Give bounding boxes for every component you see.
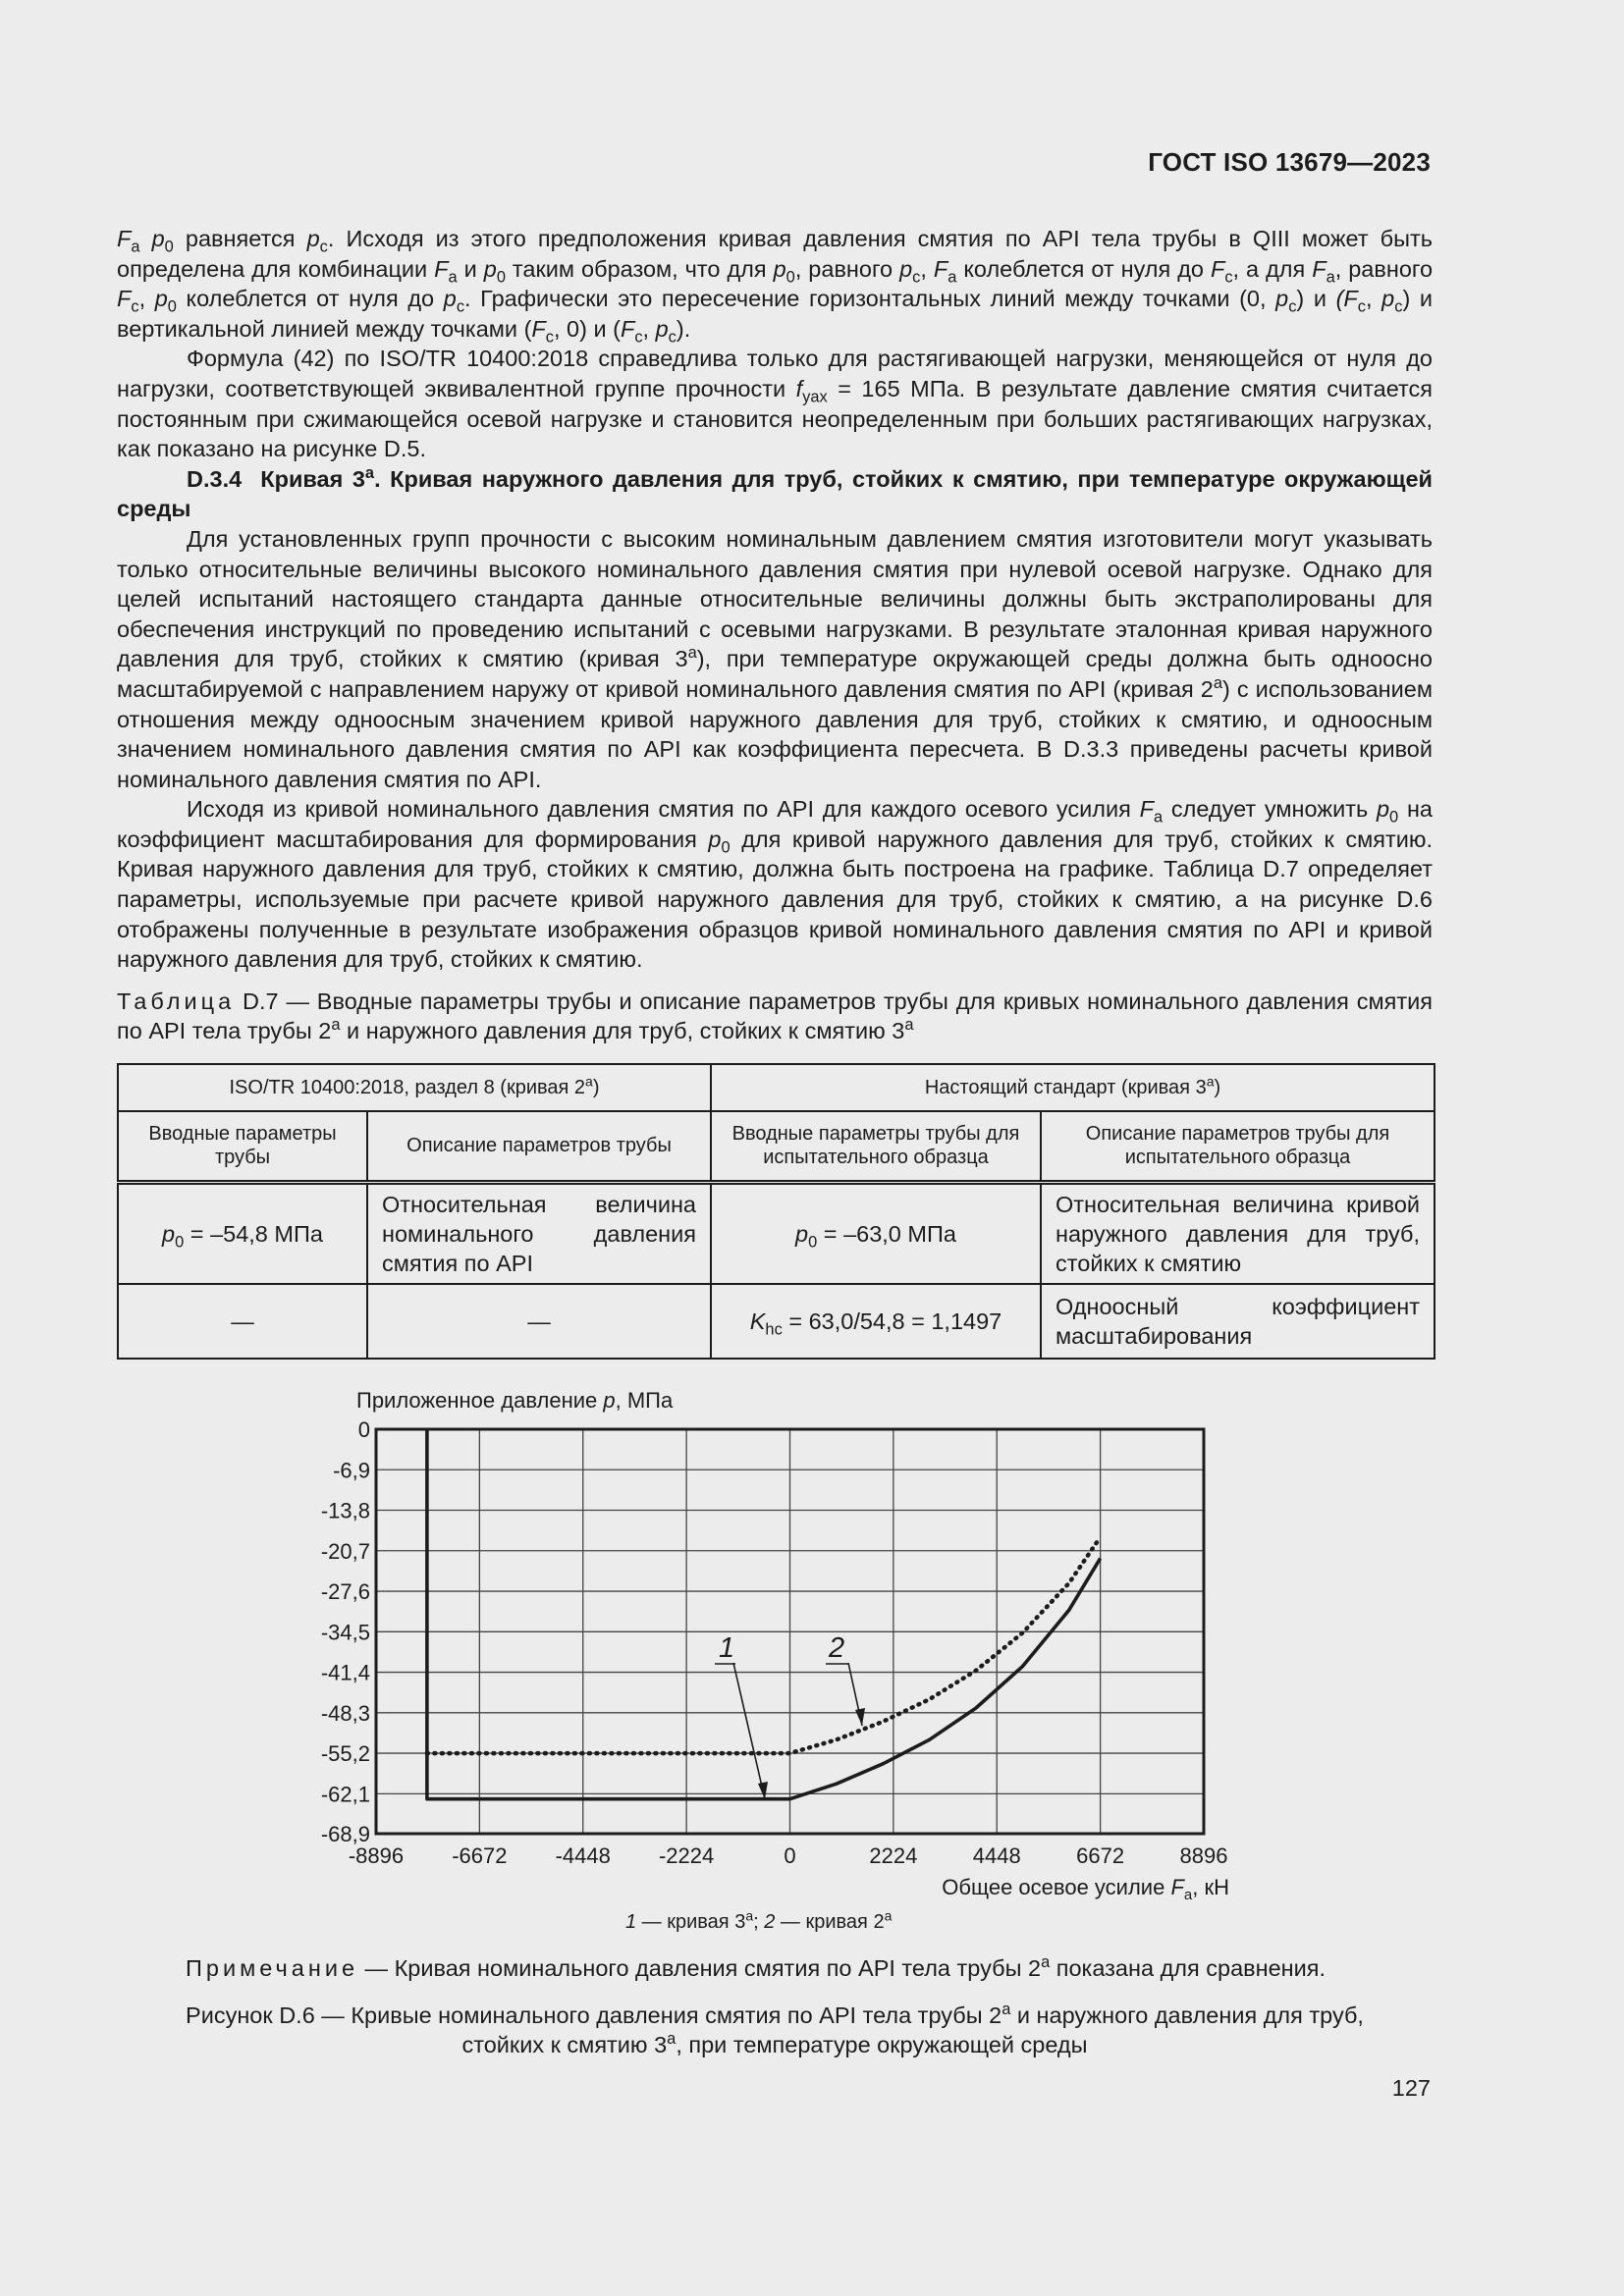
- y-tick-label: -6,9: [333, 1458, 370, 1483]
- y-tick-label: -34,5: [320, 1620, 370, 1645]
- y-tick-label: -55,2: [320, 1741, 370, 1767]
- table-group-header-row: [118, 1064, 1435, 1111]
- y-tick-label: -27,6: [320, 1579, 370, 1605]
- table-row: [118, 1284, 1435, 1359]
- table-column-header: Описание параметров трубы для испытательного образца: [1041, 1111, 1435, 1182]
- curve-label-1: 1: [719, 1632, 735, 1664]
- paragraph-2: Формула (42) по ISO/TR 10400:2018 справедлива только для растягивающей нагрузки, меняющейся от нуля до нагрузки, соответствующей эквивалентной группе прочности $f_{yax} = 165$ МПа. В результате давление смятия считается постоянным при сжимающейся осевой нагрузке и становится неопределенным при больших растягивающих нагрузках, как показано на рисунке D.5.: [117, 346, 1433, 462]
- curve-label-2: 2: [829, 1632, 845, 1664]
- table-row: [118, 1182, 1435, 1284]
- table-caption: Таблица D.7 — Вводные параметры трубы и описание параметров трубы для кривых номинального давления смятия по API тела трубы 2$^a$ и наружного давления для труб, стойких к смятию 3$^a$: [117, 988, 1433, 1044]
- y-tick-label: -41,4: [320, 1660, 370, 1685]
- figure-note: Примечание — Кривая номинального давления смятия по API тела трубы 2$^a$ показана для сравнения.: [186, 1953, 1326, 1981]
- figure-caption: [117, 2001, 1433, 2059]
- parameters-table: [117, 1063, 1435, 1360]
- y-axis-label: Приложенное давление p, МПа: [356, 1388, 674, 1413]
- body-text: [117, 224, 1433, 1046]
- x-tick-label: 8896: [1179, 1843, 1228, 1868]
- x-tick-label: 0: [784, 1843, 796, 1868]
- table-group-header: Настоящий стандарт (кривая 3$^a$): [711, 1064, 1435, 1111]
- paragraph-3: Для установленных групп прочности с высоким номинальным давлением смятия изготовители могут указывать только относительные величины высокого номинального давления смятия при нулевой осевой нагрузке. Однако для целей испытаний настоящего стандарта данные относительные величины должны быть экстраполированы для обеспечения инструкций по проведению испытаний с осевыми нагрузками. В результате эталонная кривая наружного давления для труб, стойких к смятию (кривая 3$^a$), при температуре окружающей среды должна быть одноосно масштабируемой с направлением наружу от кривой номинального давления смятия по API (кривая 2$^a$) с использованием отношения между одноосным значением кривой наружного давления для труб, стойких к смятию, и одноосным значением номинального давления смятия по API как коэффициента пересчета. В D.3.3 приведены расчеты кривой номинального давления смятия по API.: [117, 525, 1434, 792]
- chart-grid: [376, 1429, 1204, 1834]
- x-tick-label: -2224: [658, 1843, 715, 1868]
- table-cell: Одноосный коэффициент масштабирования: [1041, 1284, 1435, 1359]
- y-tick-label: -13,8: [320, 1498, 370, 1523]
- page-number: 127: [1391, 2075, 1431, 2101]
- y-tick-label: 0: [357, 1417, 370, 1442]
- document-header: ГОСТ ISO 13679—2023: [1148, 147, 1431, 177]
- x-tick-label: 4448: [972, 1843, 1021, 1868]
- section-heading: D.3.4 Кривая 3$^a$. Кривая наружного давления для труб, стойких к смятию, при температуре окружающей среды: [117, 463, 1434, 522]
- paragraph-1: $F_a$ $p_0$ равняется $p_c$. Исходя из этого предположения кривая давления смятия по API тела трубы в QIII может быть определена для комбинации $F_a$ и $p_0$ таким образом, что для $p_0$, равного $p_c$, $F_a$ колеблется от нуля до $F_c$, а для $F_a$, равного $F_c$, $p_0$ колеблется от нуля до $p_c$. Графически это пересечение горизонтальных линий между точками (0, $p_c$) и ($F_c$, $p_c$) и вертикальной линией между точками ($F_c$, 0) и ($F_c$, $p_c$).: [117, 226, 1434, 347]
- paragraph-4: Исходя из кривой номинального давления смятия по API для каждого осевого усилия $F_a$ следует умножить $p_0$ на коэффициент масштабирования для формирования $p_0$ для кривой наружного давления для труб, стойких к смятию. Кривая наружного давления для труб, стойких к смятию, должна быть построена на графике. Таблица D.7 определяет параметры, используемые при расчете кривой наружного давления для труб, стойких к смятию, а на рисунке D.6 отображены полученные в результате изображения образцов кривой номинального давления смятия по API и кривой наружного давления для труб, стойких к смятию.: [117, 796, 1433, 973]
- table-cell: $K_{hc} = 63,0/54,8 = 1,1497$: [711, 1284, 1041, 1359]
- callout-arrow-1: [758, 1782, 768, 1799]
- collapse-pressure-chart: [295, 1379, 1257, 1909]
- y-tick-labels: [321, 1417, 370, 1846]
- callout-line-1: [733, 1663, 765, 1799]
- table-column-header: Вводные параметры трубы для испытательного образца: [711, 1111, 1041, 1182]
- x-axis-label: Общее осевое усилие $F_a$, кН: [942, 1875, 1229, 1903]
- table-group-header: ISO/TR 10400:2018, раздел 8 (кривая 2$^a$): [118, 1064, 711, 1111]
- figure-caption-line-2: стойких к смятию 3$^a$, при температуре окружающей среды: [461, 2030, 1088, 2057]
- table-cell: $p_0 = -54,8$ МПа: [118, 1182, 367, 1284]
- chart-series: [427, 1429, 1101, 1799]
- table-cell: $p_0 = -63,0$ МПа: [711, 1182, 1041, 1284]
- callout-arrow-2: [855, 1708, 865, 1726]
- table-header-row: [118, 1111, 1435, 1182]
- table-column-header: Описание параметров трубы: [367, 1111, 711, 1182]
- y-tick-label: -20,7: [320, 1538, 370, 1564]
- x-tick-label: -4448: [555, 1843, 611, 1868]
- table-cell: —: [367, 1284, 711, 1359]
- x-tick-label: 6672: [1076, 1843, 1125, 1868]
- figure-caption-line-1: Рисунок D.6 — Кривые номинального давления смятия по API тела трубы 2$^a$ и наружного давления для труб,: [186, 2001, 1364, 2028]
- table-cell: Относительная величина кривой наружного давления для труб, стойких к смятию: [1041, 1182, 1435, 1284]
- curve-2-line: [427, 1537, 1101, 1753]
- curve-1-line: [427, 1429, 1101, 1799]
- x-tick-label: -8896: [348, 1843, 405, 1868]
- x-tick-label: -6672: [452, 1843, 508, 1868]
- chart-legend: 1 — кривая 3$^a$; 2 — кривая 2$^a$: [625, 1907, 893, 1933]
- y-tick-label: -62,1: [320, 1782, 370, 1807]
- table-cell: Относительная величина номинального давления смятия по API: [367, 1182, 711, 1284]
- x-tick-labels: [349, 1843, 1228, 1868]
- y-tick-label: -48,3: [320, 1700, 370, 1726]
- y-tick-label: -68,9: [320, 1822, 370, 1846]
- table-column-header: Вводные параметры трубы: [118, 1111, 367, 1182]
- x-tick-label: 2224: [869, 1843, 918, 1868]
- table-cell: —: [118, 1284, 367, 1359]
